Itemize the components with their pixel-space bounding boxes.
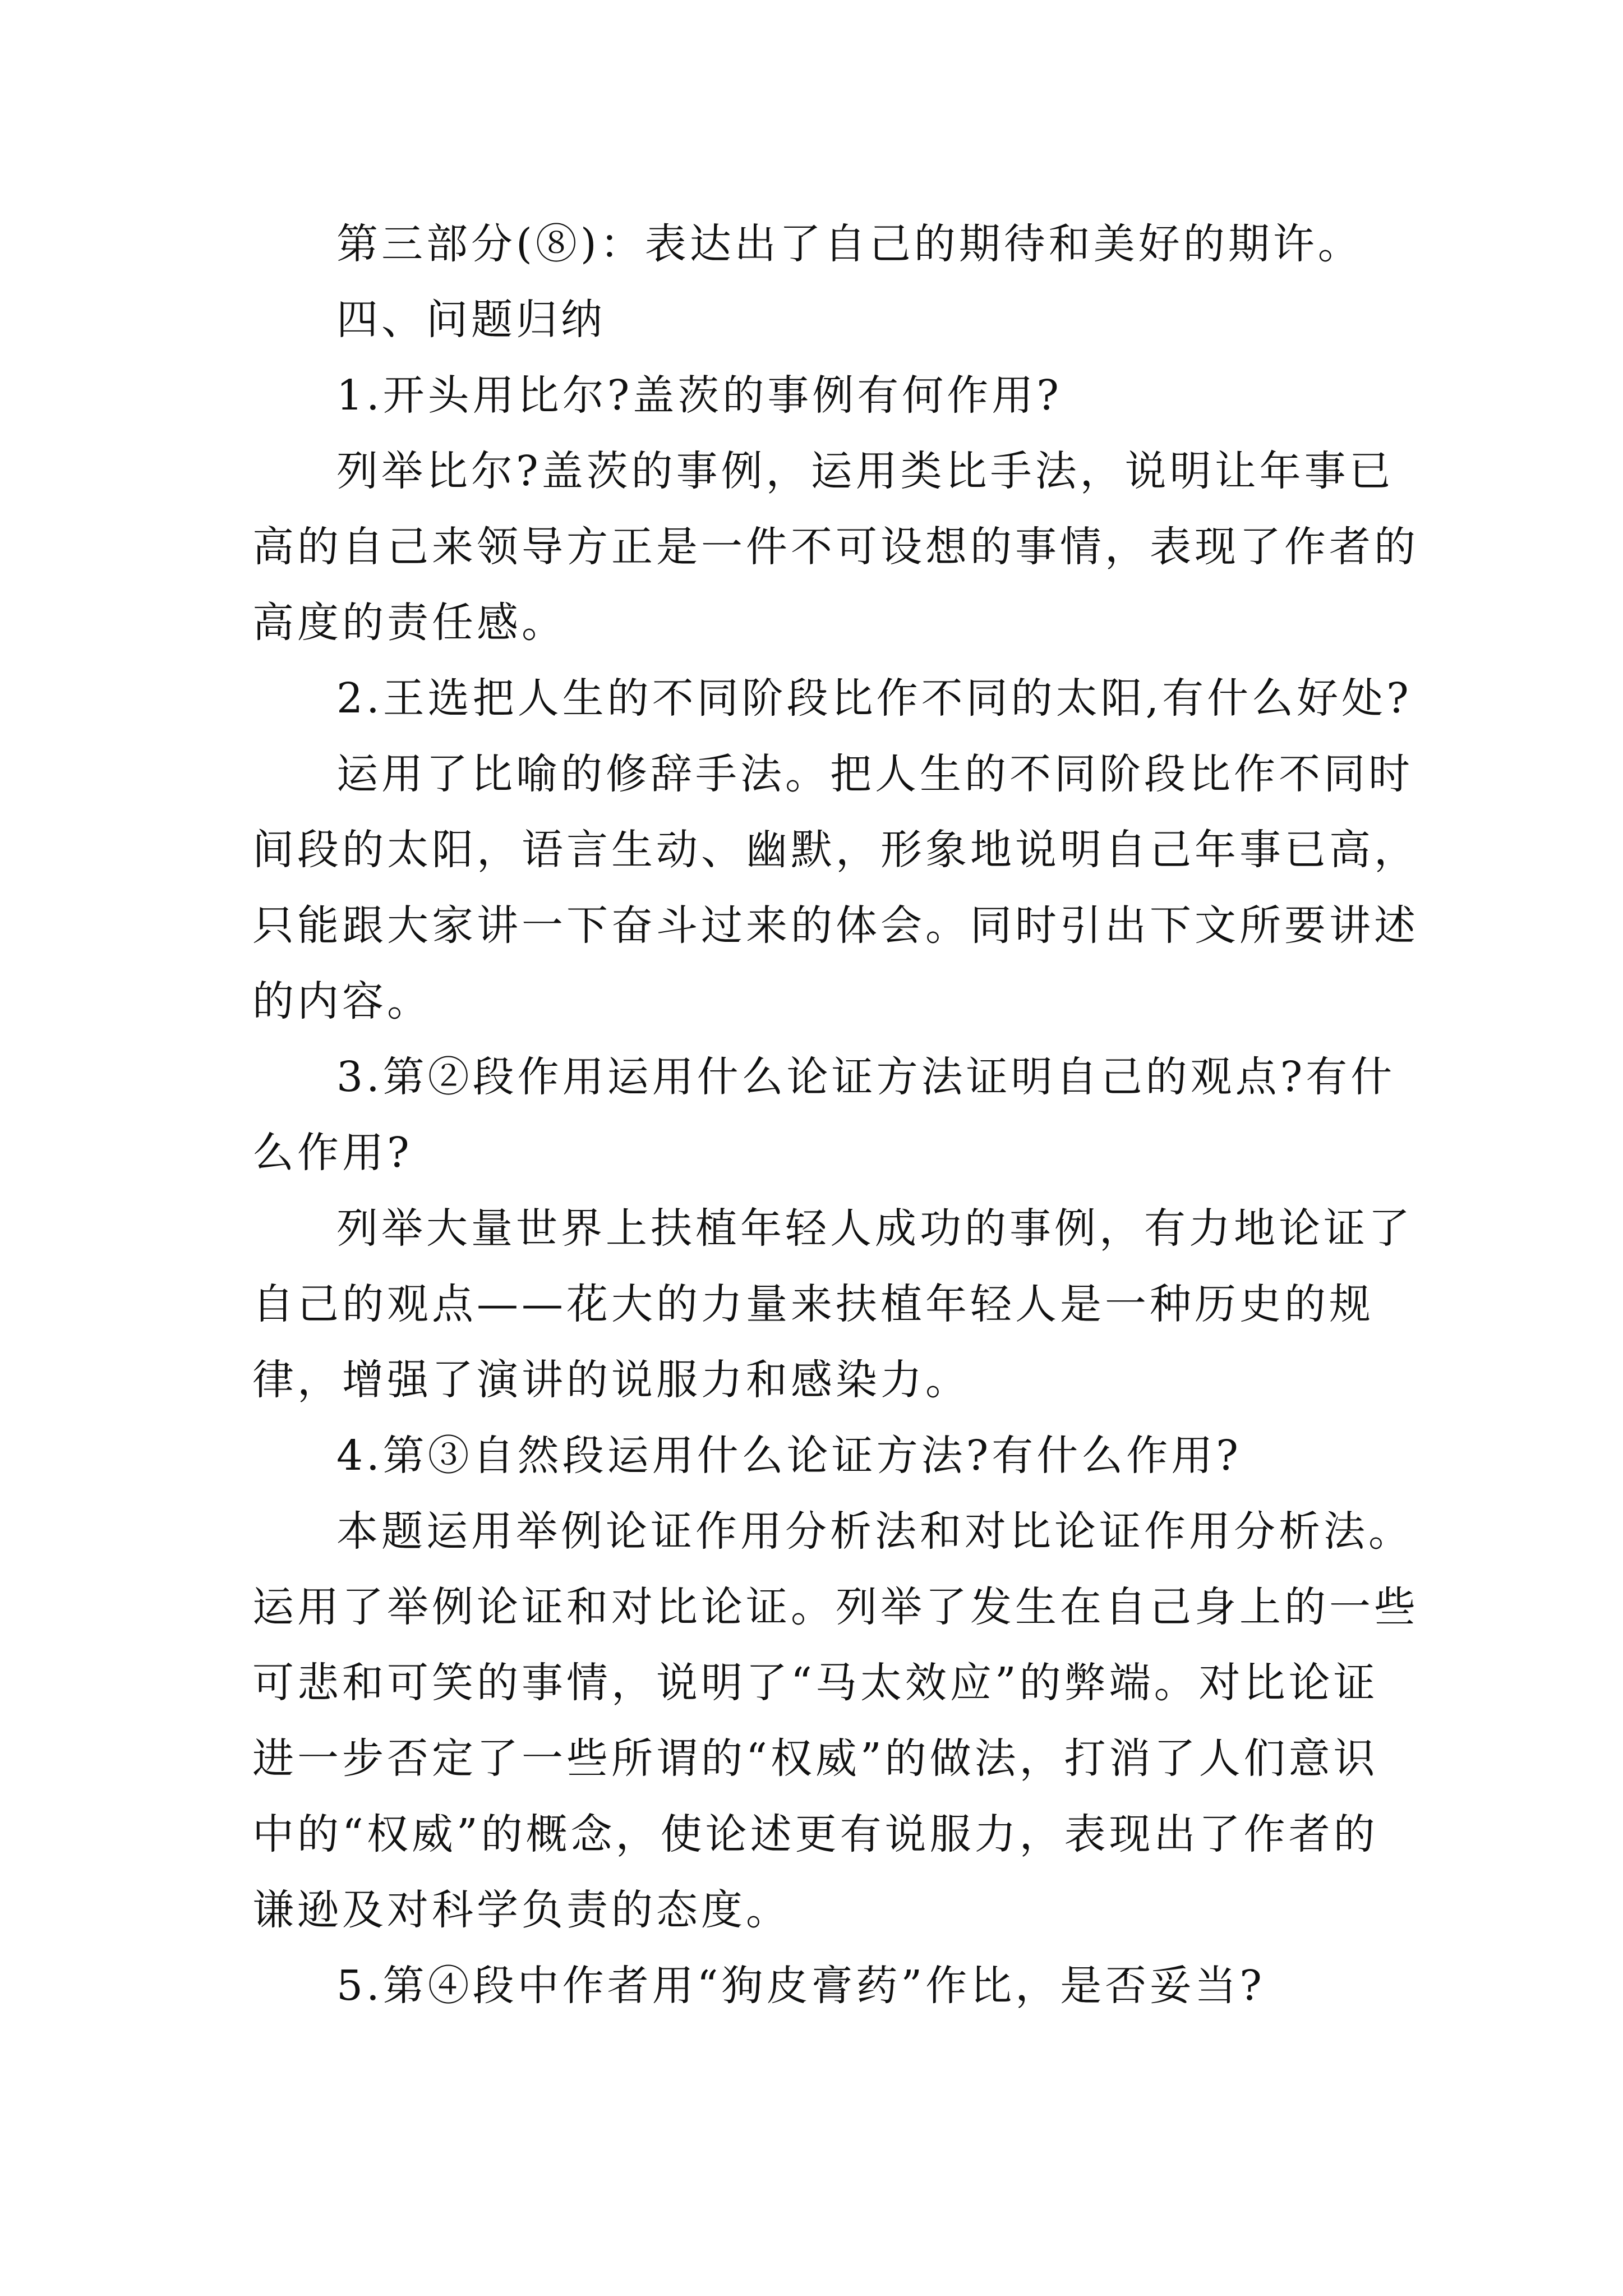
- paragraph-line: 的内容。: [252, 977, 432, 1025]
- paragraph-line: 谦逊及对科学负责的态度。: [252, 1886, 791, 1934]
- paragraph-line: 中的“权威”的概念，使论述更有说服力，表现出了作者的: [252, 1810, 1378, 1858]
- paragraph-line: 律，增强了演讲的说服力和感染力。: [252, 1356, 970, 1404]
- paragraph-line: 运用了举例论证和对比论证。列举了发生在自己身上的一些: [252, 1583, 1419, 1631]
- question-line: 3.第②段作用运用什么论证方法证明自己的观点?有什: [336, 1053, 1396, 1101]
- paragraph-line: 本题运用举例论证作用分析法和对比论证作用分析法。: [336, 1507, 1413, 1556]
- paragraph-line: 可悲和可笑的事情，说明了“马太效应”的弊端。对比论证: [252, 1659, 1378, 1707]
- paragraph-line: 高度的责任感。: [252, 599, 566, 647]
- paragraph-line: 进一步否定了一些所谓的“权威”的做法，打消了人们意识: [252, 1734, 1378, 1783]
- question-line: 5.第④段中作者用“狗皮膏药”作比，是否妥当?: [336, 1962, 1265, 2010]
- paragraph-line: 列举大量世界上扶植年轻人成功的事例，有力地论证了: [336, 1204, 1413, 1253]
- section-heading: 四、问题归纳: [336, 296, 606, 344]
- paragraph-line: 高的自己来领导方正是一件不可设想的事情，表现了作者的: [252, 523, 1419, 571]
- paragraph-line: 只能跟大家讲一下奋斗过来的体会。同时引出下文所要讲述: [252, 901, 1419, 950]
- paragraph-line: 第三部分(⑧)：表达出了自己的期待和美好的期许。: [336, 220, 1363, 268]
- paragraph-line: 列举比尔?盖茨的事例，运用类比手法，说明让年事已: [336, 447, 1394, 495]
- paragraph-line: 运用了比喻的修辞手法。把人生的不同阶段比作不同时: [336, 750, 1413, 798]
- question-line: 4.第③自然段运用什么论证方法?有什么作用?: [336, 1432, 1242, 1480]
- question-line: 么作用?: [252, 1129, 413, 1177]
- paragraph-line: 自己的观点——花大的力量来扶植年轻人是一种历史的规: [252, 1280, 1374, 1328]
- paragraph-line: 间段的太阳，语言生动、幽默，形象地说明自己年事已高，: [252, 826, 1419, 874]
- question-line: 2.王选把人生的不同阶段比作不同的太阳,有什么好处?: [336, 674, 1412, 723]
- question-line: 1.开头用比尔?盖茨的事例有何作用?: [336, 371, 1062, 420]
